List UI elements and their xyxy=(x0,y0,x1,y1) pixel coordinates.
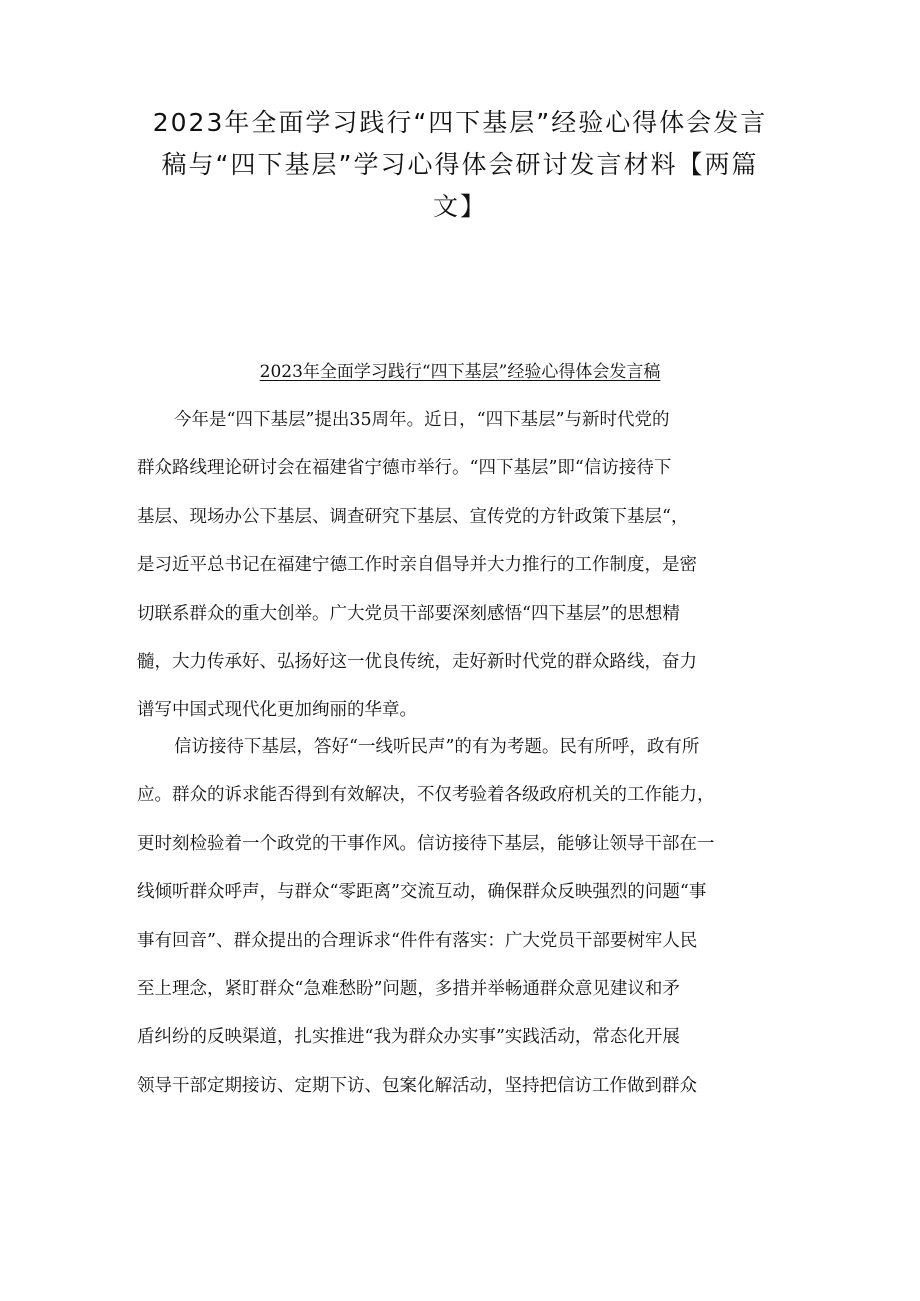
paragraph-line: 是习近平总书记在福建宁德工作时亲自倡导并大力推行的工作制度，是密 xyxy=(137,555,697,576)
document-title-line: 稿与“四下基层”学习心得体会研讨发言材料【两篇 xyxy=(161,150,759,179)
document-title xyxy=(120,102,800,228)
paragraph-line: 事有回音”、群众提出的合理诉求“件件有落实：广大党员干部要树牢人民 xyxy=(137,930,698,951)
paragraph-line: 至上理念，紧盯群众“急难愁盼”问题，多措并举畅通群众意见建议和矛 xyxy=(137,979,680,1000)
paragraph-line: 信访接待下基层，答好“一线听民声”的有为考题。民有所呼，政有所 xyxy=(174,737,700,757)
paragraph-line: 更时刻检验着一个政党的干事作风。信访接待下基层，能够让领导干部在一 xyxy=(137,833,715,854)
paragraph-line: 应。群众的诉求能否得到有效解决，不仅考验着各级政府机关的工作能力， xyxy=(137,785,715,806)
paragraph-line: 谱写中国式现代化更加绚丽的华章。 xyxy=(137,700,417,721)
paragraph-line: 盾纠纷的反映渠道，扎实推进“我为群众办实事”实践活动，常态化开展 xyxy=(137,1027,680,1048)
paragraph-line: 切联系群众的重大创举。广大党员干部要深刻感悟“四下基层”的思想精 xyxy=(137,603,680,624)
body-paragraph xyxy=(137,723,797,1110)
paragraph-line: 基层、现场办公下基层、调查研究下基层、宣传党的方针政策下基层“， xyxy=(137,506,689,527)
body-paragraph xyxy=(137,396,797,735)
document-title-line: 2023年全面学习践行“四下基层”经验心得体会发言 xyxy=(152,108,768,137)
paragraph-line: 今年是“四下基层”提出35周年。近日，“四下基层”与新时代党的 xyxy=(174,410,670,430)
document-title-line: 文】 xyxy=(432,192,487,221)
paragraph-line: 线倾听群众呼声，与群众“零距离”交流互动，确保群众反映强烈的问题“事 xyxy=(137,882,707,903)
paragraph-line: 群众路线理论研讨会在福建省宁德市举行。“四下基层”即“信访接待下 xyxy=(137,458,672,479)
paragraph-line: 髓，大力传承好、弘扬好这一优良传统，走好新时代党的群众路线，奋力 xyxy=(137,652,697,673)
paragraph-line: 领导干部定期接访、定期下访、包案化解活动，坚持把信访工作做到群众 xyxy=(137,1075,697,1096)
section-title: 2023年全面学习践行“四下基层”经验心得体会发言稿 xyxy=(259,362,661,382)
